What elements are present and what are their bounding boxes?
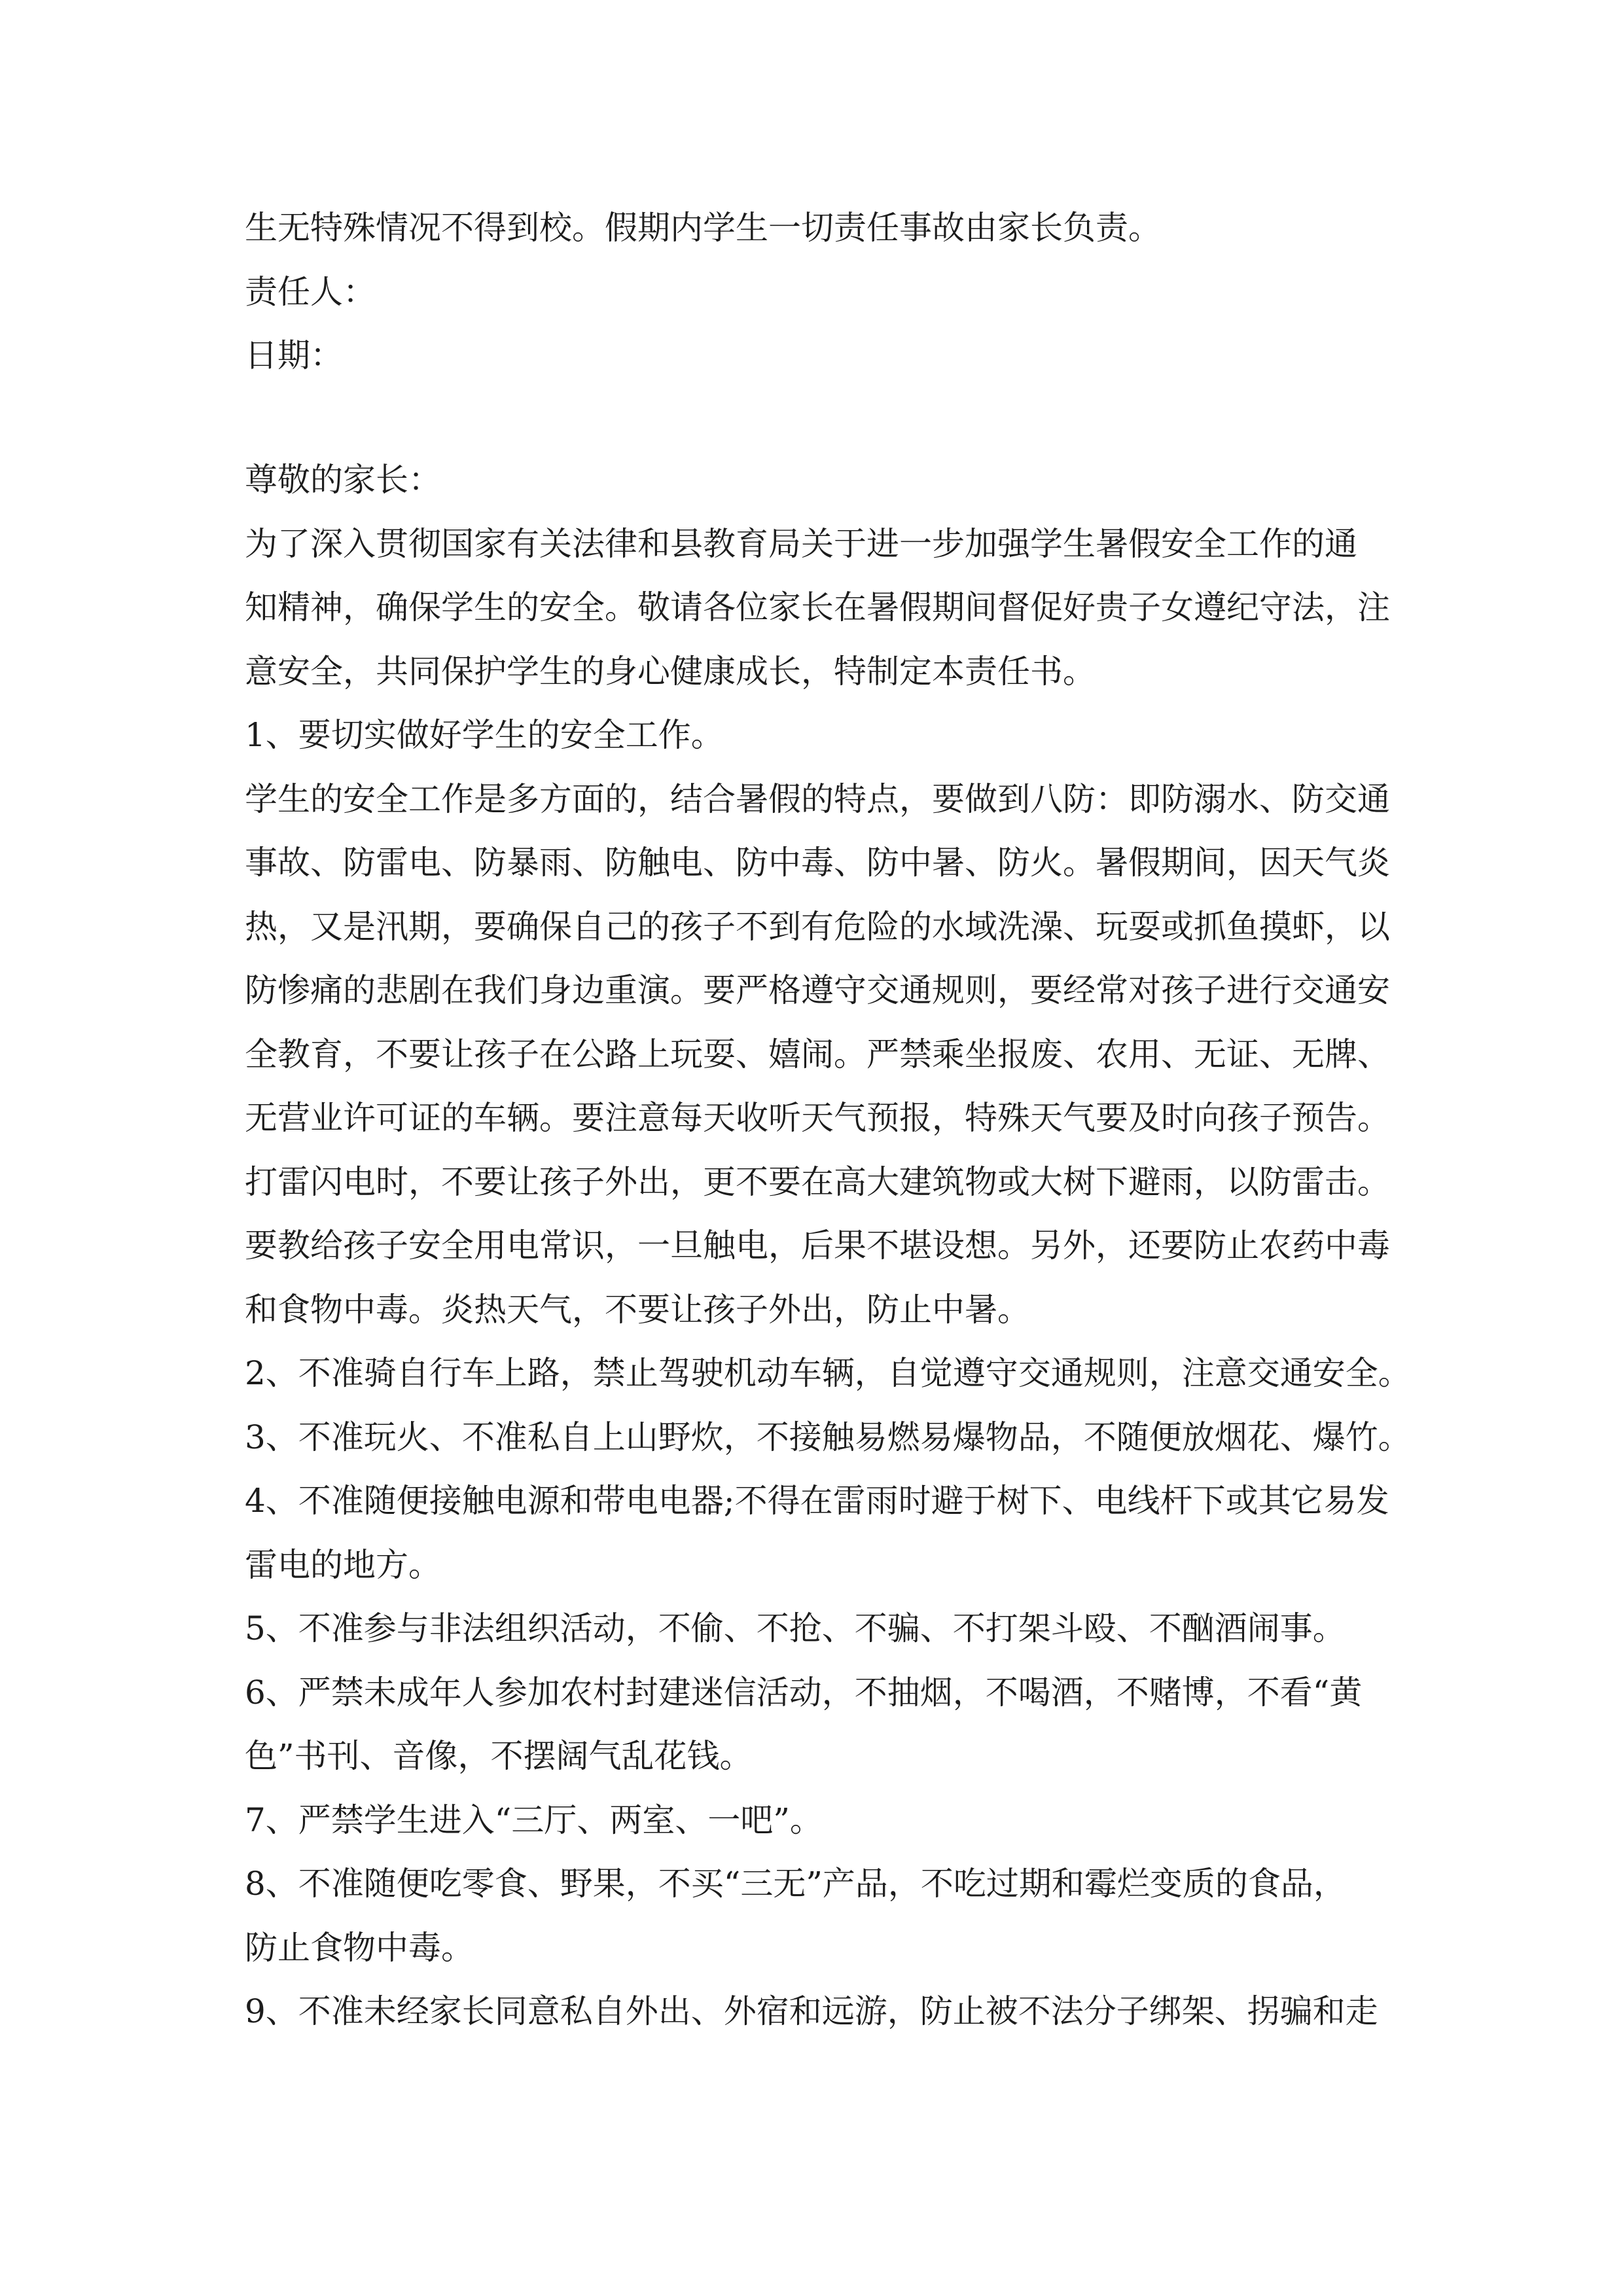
text-line: 5、不准参与非法组织活动，不偷、不抢、不骗、不打架斗殴、不酗酒闹事。: [245, 1609, 1346, 1647]
text-line: 打雷闪电时，不要让孩子外出，更不要在高大建筑物或大树下避雨，以防雷击。: [245, 1162, 1390, 1201]
text-line: 4、不准随便接触电源和带电电器;不得在雷雨时避于树下、电线杆下或其它易发: [245, 1482, 1389, 1520]
text-line: 知精神，确保学生的安全。敬请各位家长在暑假期间督促好贵子女遵纪守法，注: [245, 588, 1390, 626]
text-line: 要教给孩子安全用电常识，一旦触电，后果不堪设想。另外，还要防止农药中毒: [245, 1227, 1390, 1265]
text-line: 生无特殊情况不得到校。假期内学生一切责任事故由家长负责。: [245, 209, 1161, 247]
text-line: 无营业许可证的车辆。要注意每天收听天气预报，特殊天气要及时向孩子预告。: [245, 1099, 1390, 1137]
text-line: 热，又是汛期，要确保自己的孩子不到有危险的水域洗澡、玩耍或抓鱼摸虾，以: [245, 907, 1390, 946]
responsible-person-label: 责任人：: [245, 272, 376, 311]
text-line: 全教育，不要让孩子在公路上玩耍、嬉闹。严禁乘坐报废、农用、无证、无牌、: [245, 1035, 1390, 1073]
date-label: 日期：: [245, 336, 343, 374]
text-line: 为了深入贯彻国家有关法律和县教育局关于进一步加强学生暑假安全工作的通: [245, 524, 1357, 563]
text-line: 意安全，共同保护学生的身心健康成长，特制定本责任书。: [245, 652, 1096, 691]
top-text-block: [245, 196, 1383, 388]
letter-body: [245, 448, 1411, 2044]
text-line: 3、不准玩火、不准私自上山野炊，不接触易燃易爆物品，不随便放烟花、爆竹。: [245, 1418, 1411, 1456]
text-line: 和食物中毒。炎热天气，不要让孩子外出，防止中暑。: [245, 1290, 1030, 1329]
text-line: 8、不准随便吃零食、野果，不买“三无”产品，不吃过期和霉烂变质的食品，: [245, 1865, 1346, 1903]
text-line: 学生的安全工作是多方面的，结合暑假的特点，要做到八防：即防溺水、防交通: [245, 780, 1390, 818]
text-line: 2、不准骑自行车上路，禁止驾驶机动车辆，自觉遵守交通规则，注意交通安全。: [245, 1354, 1411, 1392]
text-line: 雷电的地方。: [245, 1545, 441, 1584]
text-line: 防止食物中毒。: [245, 1928, 474, 1967]
text-line: 9、不准未经家长同意私自外出、外宿和远游，防止被不法分子绑架、拐骗和走: [245, 1992, 1378, 2030]
text-line: 色”书刊、音像，不摆阔气乱花钱。: [245, 1737, 753, 1775]
text-line: 防惨痛的悲剧在我们身边重演。要严格遵守交通规则，要经常对孩子进行交通安: [245, 971, 1390, 1009]
text-line: 事故、防雷电、防暴雨、防触电、防中毒、防中暑、防火。暑假期间，因天气炎: [245, 844, 1390, 882]
salutation: 尊敬的家长：: [245, 461, 441, 499]
text-line: 6、严禁未成年人参加农村封建迷信活动，不抽烟，不喝酒，不赌博，不看“黄: [245, 1673, 1363, 1712]
text-line: 1、要切实做好学生的安全工作。: [245, 716, 724, 754]
text-line: 7、严禁学生进入“三厅、两室、一吧”。: [245, 1801, 823, 1839]
